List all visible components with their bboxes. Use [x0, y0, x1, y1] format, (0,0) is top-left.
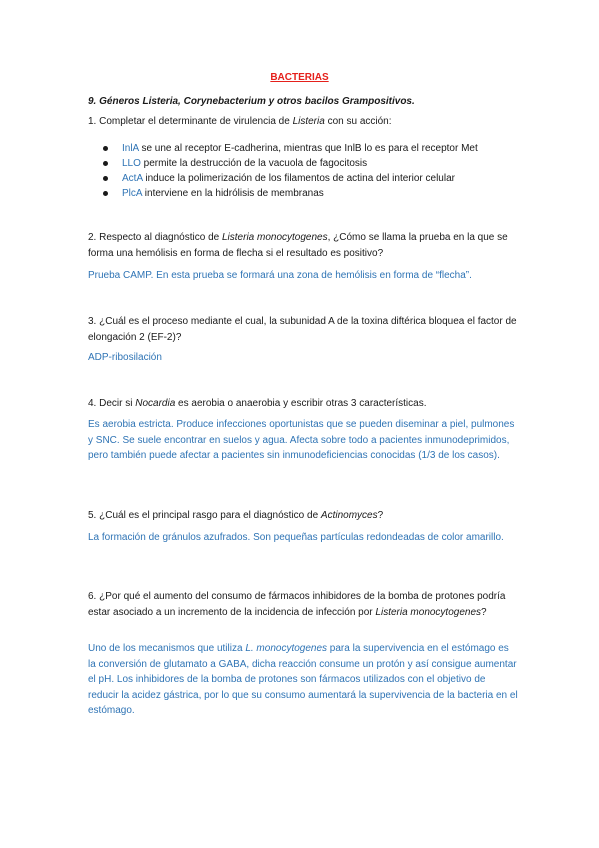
question-3: 3. ¿Cuál es el proceso mediante el cual, la subunidad A de la toxina diftérica bloquea el factor de elongación 2 (EF-2)?: [88, 316, 517, 343]
bullet-icon: [103, 161, 108, 166]
answer-2: Prueba CAMP. En esta prueba se formará una zona de hemólisis en forma de “flecha”.: [88, 270, 472, 281]
question-4: 4. Decir si Nocardia es aerobia o anaerobia y escribir otras 3 características.: [88, 398, 427, 409]
answer-5: La formación de gránulos azufrados. Son pequeñas partículas redondeadas de color amarillo.: [88, 532, 504, 543]
virulence-factor-list: [103, 141, 478, 201]
bullet-icon: [103, 176, 108, 181]
section-heading: 9. Géneros Listeria, Corynebacterium y otros bacilos Grampositivos.: [88, 96, 415, 107]
list-item: LLO permite la destrucción de la vacuola de fagocitosis: [103, 156, 478, 171]
answer-6: Uno de los mecanismos que utiliza L. monocytogenes para la supervivencia en el estómago es la conversión de glutamato a GABA, dicha reacción consume un protón y así consigue aumentar el pH. Los inhibidores de la bomba de protones son fármacos utilizados con el objetivo de reducir la acidez gástrica, por lo que su consumo aumentará la supervivencia de la bacteria en el estómago.: [88, 643, 518, 716]
list-item: InlA se une al receptor E-cadherina, mientras que InlB lo es para el receptor Met: [103, 141, 478, 156]
answer-4: Es aerobia estricta. Produce infecciones oportunistas que se pueden diseminar a piel, pulmones y SNC. Se suele encontrar en suelos y agua. Afecta sobre todo a pacientes inmunodeprimidos, pero también puede afectar a pacientes sin inmunodeficiencias conocidas (1/3 de los casos).: [88, 419, 515, 461]
list-item: ActA induce la polimerización de los filamentos de actina del interior celular: [103, 171, 478, 186]
question-6: 6. ¿Por qué el aumento del consumo de fármacos inhibidores de la bomba de protones podría estar asociado a un incremento de la incidencia de infección por Listeria monocytogenes?: [88, 591, 506, 618]
document-title: BACTERIAS: [270, 72, 329, 83]
question-2: 2. Respecto al diagnóstico de Listeria monocytogenes, ¿Cómo se llama la prueba en la que se forma una hemólisis en forma de flecha si el resultado es positivo?: [88, 232, 508, 259]
bullet-icon: [103, 146, 108, 151]
bullet-icon: [103, 191, 108, 196]
question-1: 1. Completar el determinante de virulencia de Listeria con su acción:: [88, 116, 392, 127]
question-5: 5. ¿Cuál es el principal rasgo para el diagnóstico de Actinomyces?: [88, 510, 384, 521]
list-item: PlcA interviene en la hidrólisis de membranas: [103, 186, 478, 201]
answer-3: ADP-ribosilación: [88, 352, 162, 363]
